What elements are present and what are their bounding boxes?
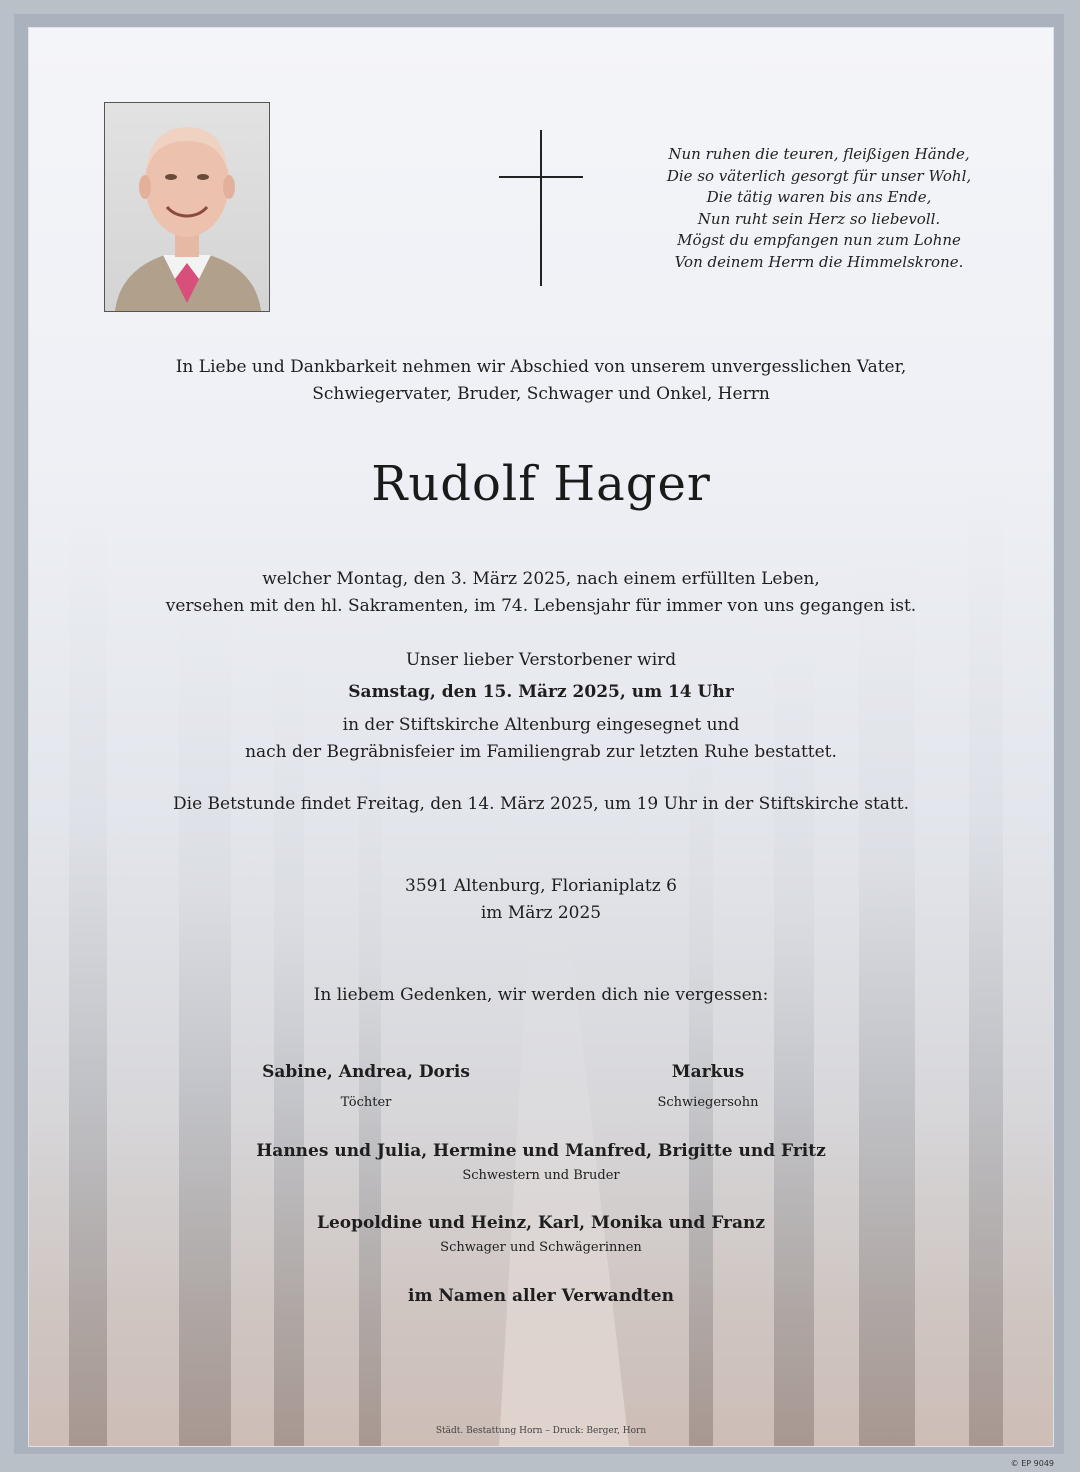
deceased-name: Rudolf Hager: [371, 456, 711, 512]
son-in-law-relation: Schwiegersohn: [657, 1095, 759, 1110]
cross-icon: [499, 130, 583, 286]
funeral-date: Samstag, den 15. März 2025, um 14 Uhr: [348, 682, 734, 702]
poem-line: Nun ruhen die teuren, fleißigen Hände,: [668, 145, 970, 163]
prayer-info: Die Betstunde findet Freitag, den 14. März 2025, um 19 Uhr in der Stiftskirche statt.: [173, 794, 909, 814]
death-text-line: welcher Montag, den 3. März 2025, nach einem erfüllten Leben,: [262, 569, 820, 589]
address-date: im März 2025: [480, 903, 602, 923]
portrait-photo: [104, 102, 270, 312]
poem-line: Mögst du empfangen nun zum Lohne: [677, 231, 961, 249]
intro-line: Schwiegervater, Bruder, Schwager und Onkel, Herrn: [312, 384, 770, 404]
poem: [629, 144, 1009, 273]
memory-line: In liebem Gedenken, wir werden dich nie vergessen:: [313, 985, 769, 1005]
intro-line: In Liebe und Dankbarkeit nehmen wir Abschied von unserem unvergesslichen Vater,: [175, 357, 907, 377]
funeral-burial: nach der Begräbnisfeier im Familiengrab zur letzten Ruhe bestattet.: [245, 742, 837, 762]
portrait-image: [105, 103, 269, 311]
poem-line: Von deinem Herrn die Himmelskrone.: [674, 252, 964, 271]
daughters-names: Sabine, Andrea, Doris: [262, 1062, 470, 1082]
product-code: © EP 9049: [1010, 1459, 1054, 1468]
inlaws-relation: Schwager und Schwägerinnen: [440, 1240, 642, 1255]
death-text-line: versehen mit den hl. Sakramenten, im 74. Lebensjahr für immer von uns gegangen ist.: [165, 596, 917, 616]
closing-line: im Namen aller Verwandten: [408, 1286, 674, 1306]
printer-footer: Städt. Bestattung Horn – Druck: Berger, Horn: [435, 1426, 647, 1436]
funeral-church: in der Stiftskirche Altenburg eingesegnet und: [342, 715, 740, 735]
obituary-page: [28, 27, 1054, 1447]
siblings-names: Hannes und Julia, Hermine und Manfred, Brigitte und Fritz: [256, 1141, 826, 1161]
poem-line: Die so väterlich gesorgt für unser Wohl,: [666, 166, 972, 185]
address-line: 3591 Altenburg, Florianiplatz 6: [405, 876, 677, 896]
funeral-intro: Unser lieber Verstorbener wird: [405, 650, 677, 670]
inlaws-names: Leopoldine und Heinz, Karl, Monika und Franz: [317, 1213, 765, 1233]
son-in-law-name: Markus: [671, 1062, 745, 1082]
poem-line: Die tätig waren bis ans Ende,: [706, 188, 932, 206]
siblings-relation: Schwestern und Bruder: [462, 1168, 620, 1183]
poem-line: Nun ruht sein Herz so liebevoll.: [697, 209, 941, 228]
daughters-relation: Töchter: [340, 1095, 392, 1110]
